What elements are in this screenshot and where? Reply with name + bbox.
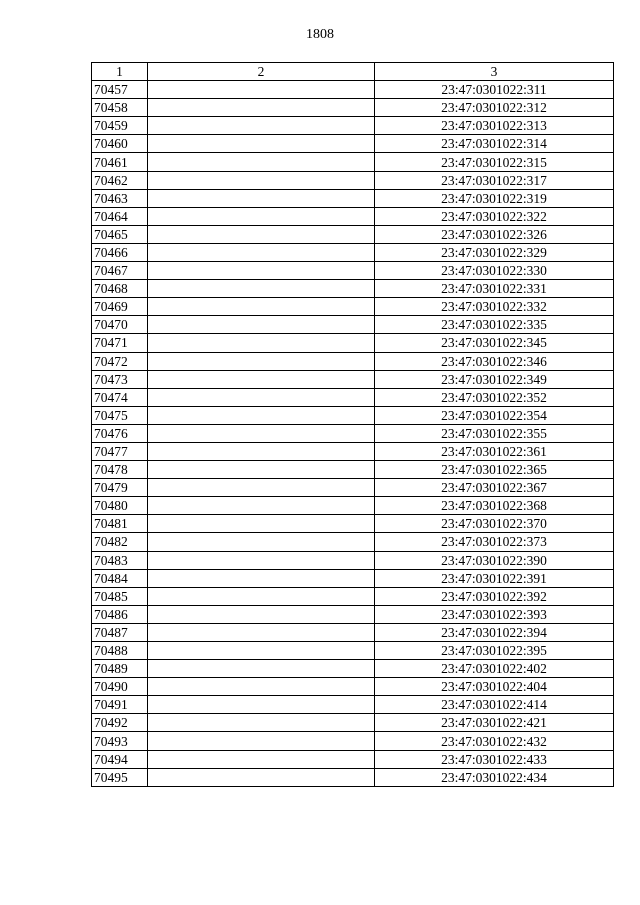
cadastral-number-cell: 23:47:0301022:404 [375,678,614,696]
cadastral-number-cell: 23:47:0301022:367 [375,479,614,497]
cadastral-number-cell: 23:47:0301022:332 [375,298,614,316]
table-row [92,623,614,641]
table-row [92,442,614,460]
table-row [92,551,614,569]
table-row [92,189,614,207]
row-name-cell [148,370,375,388]
table-row [92,533,614,551]
cadastral-number-cell: 23:47:0301022:395 [375,642,614,660]
row-name-cell [148,732,375,750]
table-row [92,678,614,696]
row-name-cell [148,262,375,280]
cadastral-number-cell: 23:47:0301022:368 [375,497,614,515]
cadastral-number-cell: 23:47:0301022:394 [375,623,614,641]
row-number-cell: 70485 [92,587,148,605]
row-number-cell: 70471 [92,334,148,352]
column-header-3: 3 [375,63,614,81]
table-row [92,461,614,479]
cadastral-number-cell: 23:47:0301022:311 [375,81,614,99]
row-number-cell: 70474 [92,388,148,406]
cadastral-number-cell: 23:47:0301022:331 [375,280,614,298]
row-number-cell: 70473 [92,370,148,388]
cadastral-number-cell: 23:47:0301022:432 [375,732,614,750]
table-row [92,117,614,135]
row-number-cell: 70463 [92,189,148,207]
row-name-cell [148,642,375,660]
table-row [92,153,614,171]
table-row [92,388,614,406]
row-number-cell: 70466 [92,243,148,261]
row-number-cell: 70493 [92,732,148,750]
row-name-cell [148,515,375,533]
row-number-cell: 70459 [92,117,148,135]
row-name-cell [148,623,375,641]
row-name-cell [148,298,375,316]
cadastral-number-cell: 23:47:0301022:326 [375,225,614,243]
cadastral-number-cell: 23:47:0301022:370 [375,515,614,533]
table-row [92,515,614,533]
cadastral-number-cell: 23:47:0301022:434 [375,768,614,786]
row-number-cell: 70483 [92,551,148,569]
row-name-cell [148,696,375,714]
row-number-cell: 70481 [92,515,148,533]
cadastral-number-cell: 23:47:0301022:345 [375,334,614,352]
row-name-cell [148,135,375,153]
row-name-cell [148,207,375,225]
cadastral-number-cell: 23:47:0301022:319 [375,189,614,207]
table-row [92,99,614,117]
row-name-cell [148,424,375,442]
table-row [92,243,614,261]
row-number-cell: 70464 [92,207,148,225]
row-name-cell [148,768,375,786]
table-row [92,768,614,786]
row-name-cell [148,497,375,515]
row-number-cell: 70480 [92,497,148,515]
table-row [92,497,614,515]
row-name-cell [148,714,375,732]
row-number-cell: 70489 [92,660,148,678]
row-number-cell: 70476 [92,424,148,442]
cadastral-number-cell: 23:47:0301022:390 [375,551,614,569]
cadastral-number-cell: 23:47:0301022:355 [375,424,614,442]
row-number-cell: 70465 [92,225,148,243]
row-name-cell [148,678,375,696]
row-number-cell: 70460 [92,135,148,153]
cadastral-number-cell: 23:47:0301022:365 [375,461,614,479]
cadastral-number-cell: 23:47:0301022:312 [375,99,614,117]
row-number-cell: 70482 [92,533,148,551]
cadastral-number-cell: 23:47:0301022:421 [375,714,614,732]
registry-table [91,62,614,787]
row-number-cell: 70461 [92,153,148,171]
row-number-cell: 70462 [92,171,148,189]
cadastral-number-cell: 23:47:0301022:393 [375,605,614,623]
header-row [92,63,614,81]
row-name-cell [148,442,375,460]
cadastral-number-cell: 23:47:0301022:346 [375,352,614,370]
table-header [92,63,614,81]
cadastral-number-cell: 23:47:0301022:317 [375,171,614,189]
row-name-cell [148,569,375,587]
cadastral-number-cell: 23:47:0301022:329 [375,243,614,261]
row-number-cell: 70458 [92,99,148,117]
row-number-cell: 70491 [92,696,148,714]
cadastral-number-cell: 23:47:0301022:314 [375,135,614,153]
table-row [92,587,614,605]
cadastral-number-cell: 23:47:0301022:361 [375,442,614,460]
table-row [92,334,614,352]
cadastral-number-cell: 23:47:0301022:433 [375,750,614,768]
row-number-cell: 70494 [92,750,148,768]
row-name-cell [148,99,375,117]
cadastral-number-cell: 23:47:0301022:414 [375,696,614,714]
row-number-cell: 70467 [92,262,148,280]
table-row [92,732,614,750]
row-number-cell: 70477 [92,442,148,460]
cadastral-number-cell: 23:47:0301022:402 [375,660,614,678]
row-number-cell: 70495 [92,768,148,786]
table-row [92,225,614,243]
table-row [92,262,614,280]
table-row [92,298,614,316]
table-row [92,316,614,334]
table-row [92,714,614,732]
cadastral-number-cell: 23:47:0301022:349 [375,370,614,388]
row-number-cell: 70490 [92,678,148,696]
row-number-cell: 70488 [92,642,148,660]
row-number-cell: 70479 [92,479,148,497]
table-row [92,424,614,442]
table-row [92,81,614,99]
table-row [92,605,614,623]
table-row [92,280,614,298]
column-header-1: 1 [92,63,148,81]
cadastral-number-cell: 23:47:0301022:335 [375,316,614,334]
row-name-cell [148,388,375,406]
row-number-cell: 70469 [92,298,148,316]
cadastral-number-cell: 23:47:0301022:373 [375,533,614,551]
table-row [92,352,614,370]
row-name-cell [148,461,375,479]
row-name-cell [148,533,375,551]
table-row [92,171,614,189]
row-number-cell: 70487 [92,623,148,641]
row-name-cell [148,153,375,171]
table-row [92,660,614,678]
row-name-cell [148,352,375,370]
row-name-cell [148,189,375,207]
row-number-cell: 70484 [92,569,148,587]
row-name-cell [148,280,375,298]
cadastral-number-cell: 23:47:0301022:313 [375,117,614,135]
column-header-2: 2 [148,63,375,81]
table-row [92,696,614,714]
row-name-cell [148,243,375,261]
cadastral-number-cell: 23:47:0301022:315 [375,153,614,171]
table-row [92,370,614,388]
row-name-cell [148,605,375,623]
row-number-cell: 70457 [92,81,148,99]
row-number-cell: 70492 [92,714,148,732]
table-row [92,642,614,660]
row-number-cell: 70472 [92,352,148,370]
cadastral-number-cell: 23:47:0301022:354 [375,406,614,424]
table-row [92,406,614,424]
row-name-cell [148,117,375,135]
row-name-cell [148,587,375,605]
row-number-cell: 70475 [92,406,148,424]
cadastral-number-cell: 23:47:0301022:352 [375,388,614,406]
row-number-cell: 70470 [92,316,148,334]
row-number-cell: 70478 [92,461,148,479]
row-name-cell [148,334,375,352]
row-number-cell: 70486 [92,605,148,623]
table-row [92,479,614,497]
row-name-cell [148,750,375,768]
table-row [92,207,614,225]
row-number-cell: 70468 [92,280,148,298]
row-name-cell [148,406,375,424]
row-name-cell [148,479,375,497]
row-name-cell [148,551,375,569]
row-name-cell [148,660,375,678]
cadastral-number-cell: 23:47:0301022:330 [375,262,614,280]
table-row [92,569,614,587]
cadastral-number-cell: 23:47:0301022:392 [375,587,614,605]
table-row [92,135,614,153]
cadastral-number-cell: 23:47:0301022:322 [375,207,614,225]
table-body [92,81,614,787]
page-number: 1808 [306,27,334,42]
cadastral-number-cell: 23:47:0301022:391 [375,569,614,587]
row-name-cell [148,225,375,243]
table-row [92,750,614,768]
row-name-cell [148,81,375,99]
row-name-cell [148,171,375,189]
row-name-cell [148,316,375,334]
